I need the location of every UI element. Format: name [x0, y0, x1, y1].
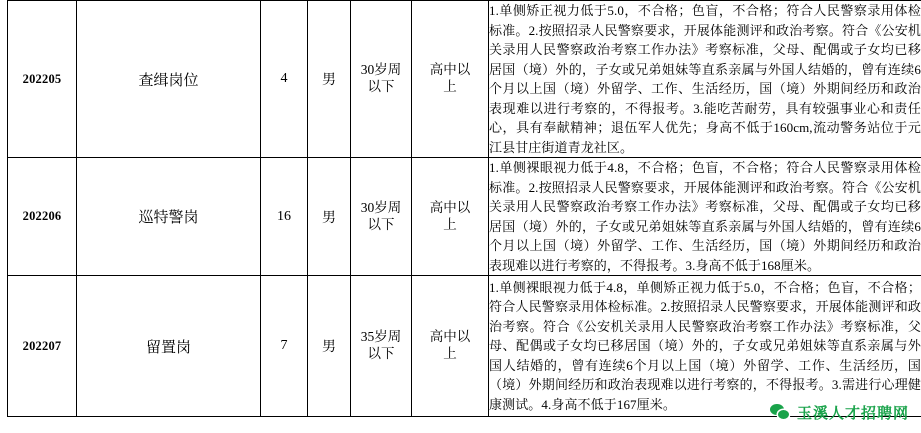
cell-age-line1: 30岁周 — [360, 62, 402, 78]
cell-age-line1: 35岁周 — [360, 329, 402, 345]
cell-age-line1: 30岁周 — [360, 199, 402, 215]
footer — [0, 395, 921, 429]
cell-gender: 男 — [308, 1, 351, 158]
cell-post: 查缉岗位 — [77, 1, 261, 158]
cell-education — [412, 158, 489, 276]
cell-post: 留置岗 — [77, 276, 261, 417]
cell-education-line2: 上 — [443, 79, 457, 94]
wechat-account-name: 玉溪人才招聘网 — [796, 405, 909, 422]
cell-number: 16 — [261, 158, 308, 276]
cell-number: 7 — [261, 276, 308, 417]
requirements-text: 1.单侧裸眼视力低于4.8，不合格；色盲，不合格；符合人民警察录用体检标准。2.按照招录人民警察要求，开展体能测评和政治考察。符合《公安机关录用人民警察政治考察工作办法》考察标准，父母、配偶或子女均已移居国（境）外的，子女或兄弟姐妹等直系亲属与外国人结婚的，曾有连续6个月以上国（境）外留学、工作、生活经历，国（境）外期间经历和政治表现难以进行考察的，不得报考。3.身高不低于168厘米。 — [489, 160, 921, 273]
cell-age-line2: 以下 — [367, 216, 395, 232]
requirements-text: 1.单侧矫正视力低于5.0，不合格；色盲，不合格；符合人民警察录用体检标准。2.按照招录人民警察要求，开展体能测评和政治考察。符合《公安机关录用人民警察政治考察工作办法》考察标准，父母、配偶或子女均已移居国（境）外的，子女或兄弟姐妹等直系亲属与外国人结婚的，曾有连续6个月以上国（境）外留学、工作、生活经历，国（境）外期间经历和政治表现难以进行考察的，不得报考。3.能吃苦耐劳，具有较强事业心和责任心，具有奉献精神；退伍军人优先；身高不低于160cm,流动警务站位于元江县甘庄街道青龙社区。 — [489, 3, 921, 155]
cell-education-line2: 上 — [443, 346, 457, 361]
wechat-icon — [770, 404, 790, 421]
cell-education-line1: 高中以 — [429, 199, 471, 215]
cell-code: 202207 — [8, 276, 77, 417]
cell-post: 巡特警岗 — [77, 158, 261, 276]
cell-gender: 男 — [308, 158, 351, 276]
table-row — [8, 158, 921, 276]
cell-education — [412, 1, 489, 158]
cell-age-line2: 以下 — [367, 79, 395, 94]
cell-education-line1: 高中以 — [429, 62, 471, 78]
recruitment-requirements-table — [7, 0, 921, 417]
cell-code: 202206 — [8, 158, 77, 276]
cell-age-line2: 以下 — [367, 346, 395, 361]
cell-education-line2: 上 — [443, 216, 457, 232]
cell-age — [351, 1, 412, 158]
table-row — [8, 1, 921, 158]
cell-code: 202205 — [8, 1, 77, 158]
cell-gender: 男 — [308, 276, 351, 417]
cell-education-line1: 高中以 — [429, 329, 471, 345]
cell-requirements — [489, 1, 921, 158]
cell-requirements — [489, 158, 921, 276]
requirements-text: 1.单侧裸眼视力低于4.8，单侧矫正视力低于5.0，不合格；色盲，不合格；符合人民警察录用体检标准。2.按照招录人民警察要求，开展体能测评和政治考察。符合《公安机关录用人民警察政治考察工作办法》考察标准，父母、配偶或子女均已移居国（境）外的，子女或兄弟姐妹等直系亲属与外国人结婚的，曾有连续6个月以上国（境）外留学、工作、生活经历，国（境）外期间经历和政治表现难以进行考察的，不得报考。3.需进行心理健康测试。4.身高不低于167厘米。 — [489, 279, 921, 412]
wechat-account-badge[interactable] — [770, 402, 909, 423]
cell-age — [351, 158, 412, 276]
cell-number: 4 — [261, 1, 308, 158]
